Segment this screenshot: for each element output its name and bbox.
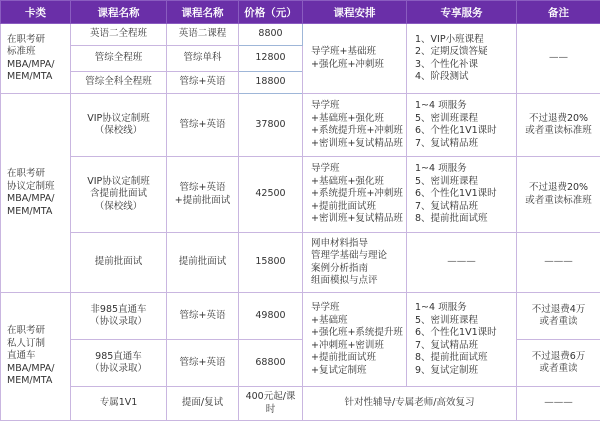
category-cell: 在职考研 协议定制班 MBA/MPA/ MEM/MTA <box>1 94 71 293</box>
remark-cell: 不过退费20% 或者重读标准班 <box>517 94 600 157</box>
header-price: 价格（元） <box>239 1 303 24</box>
category-cell: 在职考研 私人订制 直通车 MBA/MPA/ MEM/MTA <box>1 293 71 421</box>
remark-cell: ——— <box>517 233 600 293</box>
price-cell: 37800 <box>239 94 303 157</box>
course-subject-cell: 管综+英语 +提前批面试 <box>167 157 239 233</box>
course-subject-cell: 管综+英语 <box>167 72 239 94</box>
schedule-cell: 导学班+基础班 +强化班+冲刺班 <box>303 24 407 94</box>
header-course-name: 课程名称 <box>71 1 167 24</box>
course-name-cell: 985直通车 （协议录取） <box>71 340 167 387</box>
course-subject-cell: 管综+英语 <box>167 340 239 387</box>
price-cell: 400元起/课时 <box>239 387 303 421</box>
course-subject-cell: 管综+英语 <box>167 293 239 340</box>
remark-cell: —— <box>517 24 600 94</box>
course-name-cell: 专属1V1 <box>71 387 167 421</box>
course-name-cell: 管综全程班 <box>71 46 167 72</box>
course-subject-cell: 提面/复试 <box>167 387 239 421</box>
course-name-cell: 提前批面试 <box>71 233 167 293</box>
schedule-cell: 针对性辅导/专属老师/高效复习 <box>303 387 517 421</box>
price-cell: 49800 <box>239 293 303 340</box>
service-cell: ——— <box>407 233 517 293</box>
schedule-cell: 导学班 +基础班+强化班 +系统提升班+冲刺班 +密训班+复试精品班 <box>303 94 407 157</box>
table-row <box>1 94 600 157</box>
header-remark: 备注 <box>517 1 600 24</box>
header-schedule: 课程安排 <box>303 1 407 24</box>
course-name-cell: VIP协议定制班 含提前批面试 （保校线） <box>71 157 167 233</box>
service-cell: 1~4 项服务 5、密训班课程 6、个性化1V1课时 7、复试精品班 8、提前批面试班 <box>407 157 517 233</box>
price-cell: 15800 <box>239 233 303 293</box>
course-name-cell: 管综全科全程班 <box>71 72 167 94</box>
header-category: 卡类 <box>1 1 71 24</box>
schedule-cell: 导学班 +基础班+强化班 +系统提升班+冲刺班 +提前批面试班 +密训班+复试精品班 <box>303 157 407 233</box>
table-row <box>1 233 600 293</box>
price-cell: 12800 <box>239 46 303 72</box>
header-course-subject: 课程名称 <box>167 1 239 24</box>
table-header-row <box>1 1 600 24</box>
course-name-cell: VIP协议定制班 （保校线） <box>71 94 167 157</box>
remark-cell: ——— <box>517 387 600 421</box>
course-subject-cell: 英语二课程 <box>167 24 239 46</box>
service-cell: 1、VIP小班课程 2、定期反馈答疑 3、个性化补课 4、阶段测试 <box>407 24 517 94</box>
course-subject-cell: 提前批面试 <box>167 233 239 293</box>
course-name-cell: 非985直通车 （协议录取） <box>71 293 167 340</box>
course-name-cell: 英语二全程班 <box>71 24 167 46</box>
category-cell: 在职考研 标准班 MBA/MPA/ MEM/MTA <box>1 24 71 94</box>
table-row <box>1 293 600 340</box>
service-cell: 1~4 项服务 5、密训班课程 6、个性化1V1课时 7、复试精品班 <box>407 94 517 157</box>
course-subject-cell: 管综+英语 <box>167 94 239 157</box>
price-cell: 42500 <box>239 157 303 233</box>
schedule-cell: 网申材料指导 管理学基础与理论 案例分析指南 组面模拟与点评 <box>303 233 407 293</box>
course-subject-cell: 管综单科 <box>167 46 239 72</box>
remark-cell: 不过退费20% 或者重读标准班 <box>517 157 600 233</box>
table-row <box>1 387 600 421</box>
price-cell: 68800 <box>239 340 303 387</box>
remark-cell: 不过退费4万 或者重读 <box>517 293 600 340</box>
schedule-cell: 导学班 +基础班 +强化班+系统提升班 +冲刺班+密训班 +提前批面试班 +复试定制班 <box>303 293 407 387</box>
table-row <box>1 24 600 46</box>
price-cell: 18800 <box>239 72 303 94</box>
header-service: 专享服务 <box>407 1 517 24</box>
remark-cell: 不过退费6万 或者重读 <box>517 340 600 387</box>
service-cell: 1~4 项服务 5、密训班课程 6、个性化1V1课时 7、复试精品班 8、提前批面试班 9、复试定制班 <box>407 293 517 387</box>
table-row <box>1 157 600 233</box>
price-cell: 8800 <box>239 24 303 46</box>
